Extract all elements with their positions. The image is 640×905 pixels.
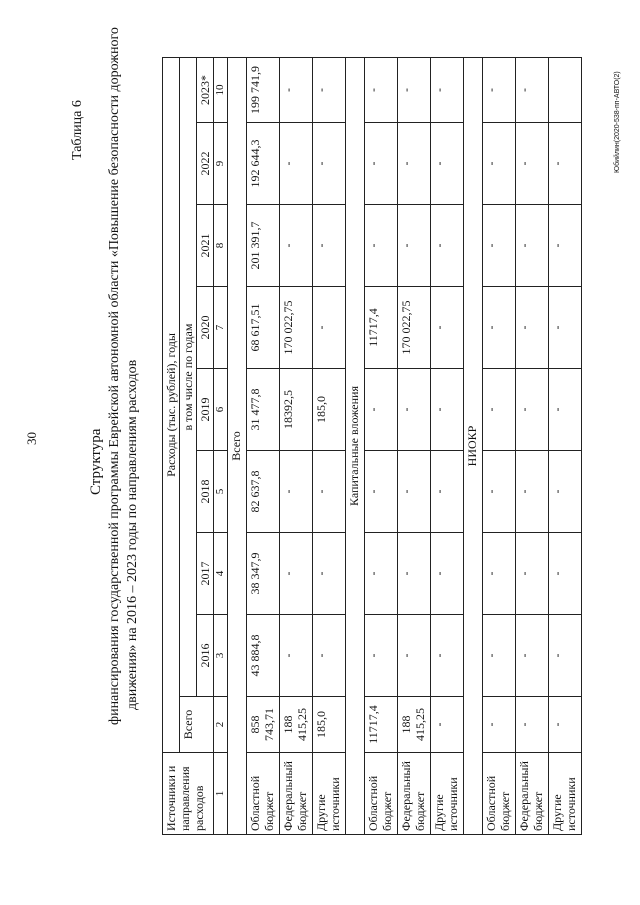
value-cell: - bbox=[516, 58, 549, 123]
value-cell: - bbox=[483, 697, 516, 753]
header-year: 2019 bbox=[197, 369, 214, 451]
value-cell: - bbox=[483, 451, 516, 533]
value-cell: 43 884,8 bbox=[247, 615, 280, 697]
header-year: 2021 bbox=[197, 205, 214, 287]
value-cell: 201 391,7 bbox=[247, 205, 280, 287]
value-cell: - bbox=[365, 615, 398, 697]
value-cell: - bbox=[431, 451, 464, 533]
value-cell: - bbox=[516, 615, 549, 697]
value-cell: - bbox=[365, 451, 398, 533]
value-cell: - bbox=[431, 123, 464, 205]
value-cell: - bbox=[549, 287, 582, 369]
value-cell: - bbox=[280, 123, 313, 205]
value-cell: - bbox=[483, 58, 516, 123]
value-cell: - bbox=[483, 533, 516, 615]
header-total: Всего bbox=[180, 697, 214, 753]
value-cell: - bbox=[516, 451, 549, 533]
value-cell: - bbox=[549, 615, 582, 697]
document-code: Юбийлин(2020-538-пп-АВТО(2) bbox=[614, 71, 621, 173]
value-cell: - bbox=[516, 369, 549, 451]
title-line-2: финансирования государственной программы Еврейской автономной области «Повышение безопасности дорожного bbox=[107, 27, 122, 725]
header-year: 2020 bbox=[197, 287, 214, 369]
row-label: Областной бюджет bbox=[483, 753, 516, 835]
value-cell: - bbox=[398, 205, 431, 287]
table-row bbox=[398, 58, 431, 835]
value-cell: - bbox=[398, 369, 431, 451]
title-line-3: движения» на 2016 – 2023 годы по направлениям расходов bbox=[125, 359, 140, 710]
value-cell: - bbox=[483, 369, 516, 451]
value-cell: 170 022,75 bbox=[398, 287, 431, 369]
value-cell bbox=[549, 58, 582, 123]
table-row bbox=[365, 58, 398, 835]
header-sources: Источники и направления расходов bbox=[163, 753, 214, 835]
header-year: 2022 bbox=[197, 123, 214, 205]
header-year: 2016 bbox=[197, 615, 214, 697]
value-cell: - bbox=[431, 615, 464, 697]
value-cell: 188 415,25 bbox=[398, 697, 431, 753]
value-cell: - bbox=[431, 697, 464, 753]
value-cell: - bbox=[483, 615, 516, 697]
value-cell: 38 347,9 bbox=[247, 533, 280, 615]
column-number: 6 bbox=[214, 369, 228, 451]
table-row bbox=[280, 58, 313, 835]
value-cell: - bbox=[313, 58, 346, 123]
value-cell: - bbox=[549, 205, 582, 287]
column-number: 4 bbox=[214, 533, 228, 615]
value-cell: - bbox=[313, 287, 346, 369]
page-number: 30 bbox=[24, 432, 39, 445]
section-title: Капитальные вложения bbox=[346, 58, 365, 835]
value-cell: 188 415,25 bbox=[280, 697, 313, 753]
section-row bbox=[228, 58, 247, 835]
value-cell: - bbox=[549, 369, 582, 451]
table-row bbox=[549, 58, 582, 835]
value-cell: - bbox=[516, 697, 549, 753]
value-cell: - bbox=[398, 615, 431, 697]
value-cell: 185,0 bbox=[313, 369, 346, 451]
value-cell: - bbox=[516, 205, 549, 287]
table-row bbox=[516, 58, 549, 835]
value-cell: 11717,4 bbox=[365, 287, 398, 369]
value-cell: 82 637,8 bbox=[247, 451, 280, 533]
row-label: Другие источники bbox=[549, 753, 582, 835]
value-cell: 31 477,8 bbox=[247, 369, 280, 451]
value-cell: - bbox=[431, 58, 464, 123]
row-label: Другие источники bbox=[431, 753, 464, 835]
value-cell: - bbox=[313, 205, 346, 287]
table-row bbox=[313, 58, 346, 835]
column-number: 8 bbox=[214, 205, 228, 287]
section-row bbox=[464, 58, 483, 835]
header-by-years: в том числе по годам bbox=[180, 58, 197, 697]
title-line-1: Структура bbox=[88, 428, 104, 495]
value-cell: - bbox=[549, 697, 582, 753]
value-cell: - bbox=[483, 123, 516, 205]
header-year: 2023* bbox=[197, 58, 214, 123]
value-cell: - bbox=[549, 451, 582, 533]
header-expenses: Расходы (тыс. рублей), годы bbox=[163, 58, 180, 753]
value-cell: - bbox=[280, 615, 313, 697]
value-cell: 185,0 bbox=[313, 697, 346, 753]
value-cell: - bbox=[431, 533, 464, 615]
value-cell: - bbox=[365, 533, 398, 615]
value-cell: - bbox=[398, 451, 431, 533]
value-cell: - bbox=[280, 58, 313, 123]
header-year: 2017 bbox=[197, 533, 214, 615]
value-cell: 199 741,9 bbox=[247, 58, 280, 123]
column-number: 10 bbox=[214, 58, 228, 123]
value-cell: - bbox=[313, 615, 346, 697]
row-label: Федеральный бюджет bbox=[516, 753, 549, 835]
value-cell: - bbox=[398, 533, 431, 615]
row-label: Федеральный бюджет bbox=[280, 753, 313, 835]
section-title: НИОКР bbox=[464, 58, 483, 835]
value-cell: - bbox=[431, 205, 464, 287]
value-cell: 18392,5 bbox=[280, 369, 313, 451]
value-cell: - bbox=[365, 205, 398, 287]
table-row bbox=[247, 58, 280, 835]
value-cell: - bbox=[365, 369, 398, 451]
value-cell: - bbox=[516, 287, 549, 369]
value-cell: - bbox=[398, 58, 431, 123]
column-number: 2 bbox=[214, 697, 228, 753]
section-row bbox=[346, 58, 365, 835]
value-cell: 11717,4 bbox=[365, 697, 398, 753]
row-label: Федеральный бюджет bbox=[398, 753, 431, 835]
value-cell: 68 617,51 bbox=[247, 287, 280, 369]
table-label: Таблица 6 bbox=[70, 100, 85, 160]
column-number: 9 bbox=[214, 123, 228, 205]
value-cell: 170 022,75 bbox=[280, 287, 313, 369]
table-row bbox=[431, 58, 464, 835]
value-cell: - bbox=[365, 58, 398, 123]
value-cell: - bbox=[280, 205, 313, 287]
value-cell: 858 743,71 bbox=[247, 697, 280, 753]
table-head bbox=[163, 58, 228, 835]
value-cell: - bbox=[398, 123, 431, 205]
financing-table bbox=[162, 57, 582, 835]
value-cell: - bbox=[280, 451, 313, 533]
row-label: Областной бюджет bbox=[247, 753, 280, 835]
table-body bbox=[228, 58, 582, 835]
value-cell: - bbox=[431, 287, 464, 369]
column-number: 5 bbox=[214, 451, 228, 533]
table-row bbox=[483, 58, 516, 835]
row-label: Областной бюджет bbox=[365, 753, 398, 835]
value-cell: - bbox=[483, 287, 516, 369]
value-cell: - bbox=[313, 123, 346, 205]
value-cell: - bbox=[516, 123, 549, 205]
value-cell: - bbox=[549, 123, 582, 205]
value-cell: - bbox=[549, 533, 582, 615]
value-cell: - bbox=[280, 533, 313, 615]
value-cell: - bbox=[365, 123, 398, 205]
value-cell: - bbox=[313, 451, 346, 533]
value-cell: - bbox=[431, 369, 464, 451]
section-title: Всего bbox=[228, 58, 247, 835]
header-year: 2018 bbox=[197, 451, 214, 533]
value-cell: - bbox=[483, 205, 516, 287]
column-number-row bbox=[214, 58, 228, 835]
column-number: 3 bbox=[214, 615, 228, 697]
value-cell: 192 644,3 bbox=[247, 123, 280, 205]
column-number: 1 bbox=[214, 753, 228, 835]
value-cell: - bbox=[516, 533, 549, 615]
value-cell: - bbox=[313, 533, 346, 615]
column-number: 7 bbox=[214, 287, 228, 369]
row-label: Другие источники bbox=[313, 753, 346, 835]
